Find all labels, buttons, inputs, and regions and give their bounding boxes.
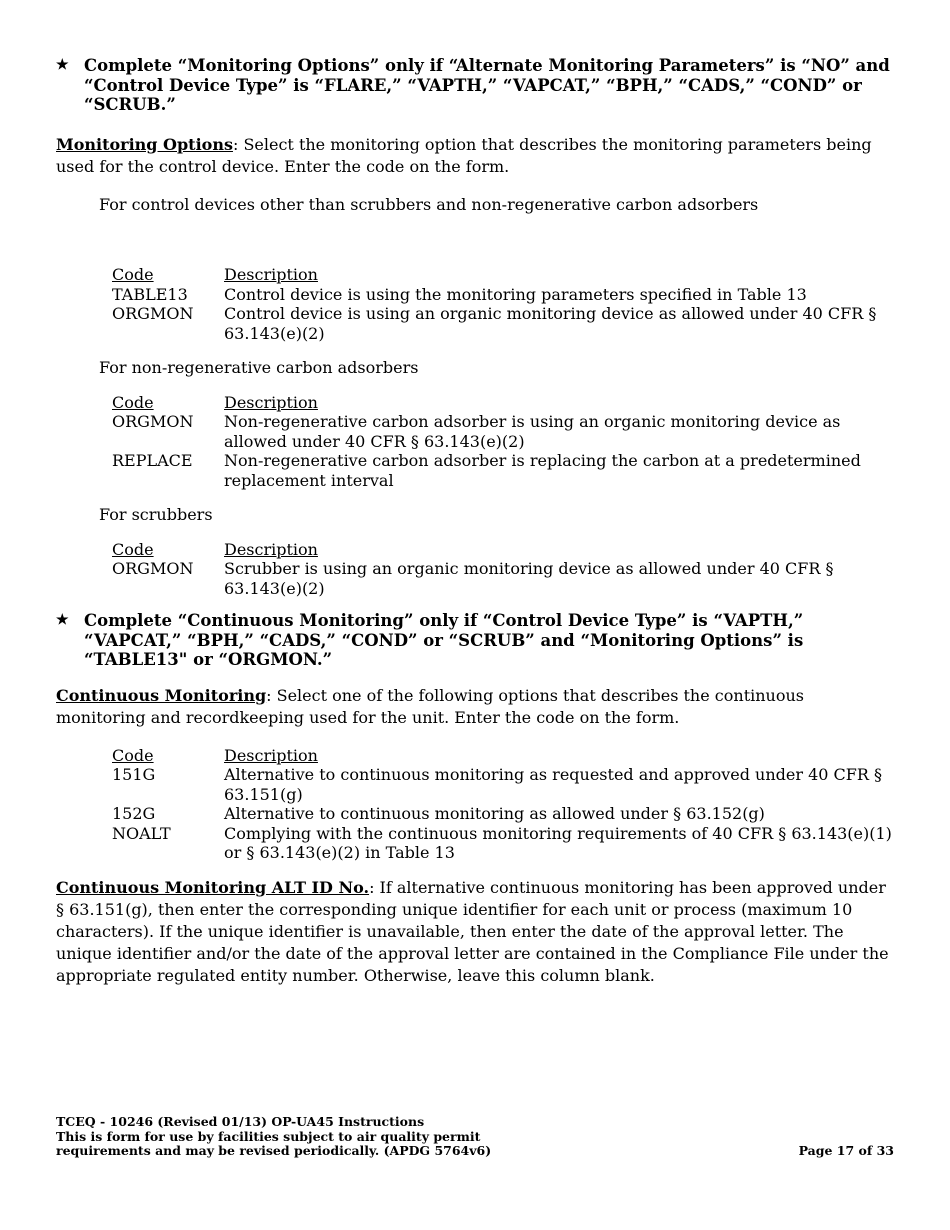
table-header-row [112, 393, 896, 413]
code-header: Code [112, 539, 154, 559]
table-header-row [112, 540, 896, 560]
code-table-continuous-monitoring [112, 746, 896, 863]
description-cell: Scrubber is using an organic monitoring device as allowed under 40 CFR § 63.143(e)(2) [224, 559, 834, 598]
monitoring-options-term: Monitoring Options [56, 134, 233, 154]
continuous-monitoring-description: : Select one of the following options that describes the continuous monitoring and recordkeeping used for the unit. Enter the code on the form. [56, 685, 804, 727]
code-cell: TABLE13 [112, 284, 188, 304]
footer-line: This is form for use by facilities subject to air quality permit [56, 1128, 481, 1144]
table-row [112, 304, 896, 343]
description-header: Description [224, 745, 318, 765]
monitoring-options-paragraph [56, 134, 896, 178]
instruction-text: Complete “Monitoring Options” only if “Alternate Monitoring Parameters” is “NO” and “Control Device Type” is “FLARE,” “VAPTH,” “VAPCAT,” “BPH,” “CADS,” “COND” or “SCRUB.” [84, 56, 890, 114]
code-table-other-devices [112, 265, 896, 343]
code-cell: 151G [112, 765, 156, 784]
table-row [112, 824, 896, 863]
description-cell: Alternative to continuous monitoring as requested and approved under 40 CFR § 63.151(g) [224, 765, 883, 804]
code-cell: REPLACE [112, 451, 193, 470]
monitoring-options-instruction [56, 56, 896, 115]
description-cell: Non-regenerative carbon adsorber is replacing the carbon at a predetermined replacement interval [224, 451, 861, 490]
code-cell: NOALT [112, 823, 171, 843]
table-row [112, 451, 896, 490]
group-heading-carbon-adsorbers: For non-regenerative carbon adsorbers [99, 358, 419, 377]
instruction-text: Complete “Continuous Monitoring” only if “Control Device Type” is “VAPTH,” “VAPCAT,” “BPH,” “CADS,” “COND” or “SCRUB” and “Monitoring Options” is “TABLE13" or “ORGMON.” [84, 611, 804, 669]
group-heading-scrubbers: For scrubbers [99, 505, 213, 524]
monitoring-options-description: : Select the monitoring option that describes the monitoring parameters being used for the control device. Enter the code on the form. [56, 134, 872, 176]
table-row [112, 765, 896, 804]
description-header: Description [224, 539, 318, 559]
page-number: Page 17 of 33 [798, 1143, 894, 1158]
description-header: Description [224, 265, 318, 284]
code-header: Code [112, 745, 154, 765]
description-cell: Alternative to continuous monitoring as allowed under § 63.152(g) [224, 804, 765, 823]
description-cell: Control device is using an organic monitoring device as allowed under 40 CFR § 63.143(e)(2) [224, 304, 877, 343]
table-row [112, 559, 896, 598]
star-bullet-icon: ★ [56, 612, 69, 628]
group-heading-other-devices: For control devices other than scrubbers and non-regenerative carbon adsorbers [99, 194, 759, 214]
alt-id-term: Continuous Monitoring ALT ID No. [56, 877, 370, 897]
table-row [112, 804, 896, 824]
description-cell: Non-regenerative carbon adsorber is using an organic monitoring device as allowed under 40 CFR § 63.143(e)(2) [224, 412, 841, 451]
code-header: Code [112, 265, 154, 284]
table-header-row [112, 746, 896, 766]
footer-form-info [56, 1115, 491, 1159]
code-cell: 152G [112, 804, 156, 823]
code-table-scrubbers [112, 540, 896, 599]
footer-line: requirements and may be revised periodically. (APDG 5764v6) [56, 1143, 492, 1158]
code-header: Code [112, 392, 154, 412]
table-row [112, 285, 896, 305]
description-header: Description [224, 392, 318, 412]
code-cell: ORGMON [112, 412, 194, 431]
alt-id-paragraph [56, 877, 896, 987]
continuous-monitoring-instruction [56, 611, 896, 670]
code-cell: ORGMON [112, 304, 194, 323]
document-page [56, 56, 896, 987]
table-row [112, 412, 896, 451]
description-cell: Control device is using the monitoring parameters specified in Table 13 [224, 284, 807, 304]
star-bullet-icon: ★ [56, 57, 69, 73]
code-table-carbon-adsorbers [112, 393, 896, 491]
footer-line: TCEQ - 10246 (Revised 01/13) OP-UA45 Instructions [56, 1114, 425, 1129]
continuous-monitoring-term: Continuous Monitoring [56, 685, 267, 705]
code-cell: ORGMON [112, 559, 194, 578]
continuous-monitoring-paragraph [56, 685, 896, 729]
description-cell: Complying with the continuous monitoring requirements of 40 CFR § 63.143(e)(1) or § 63.143(e)(2) in Table 13 [224, 823, 892, 862]
table-header-row [112, 265, 896, 285]
alt-id-description: : If alternative continuous monitoring has been approved under § 63.151(g), then enter the corresponding unique identifier for each unit or process (maximum 10 characters). If the unique identifier is unavailable, then enter the date of the approval letter. The unique identifier and/or the date of the approval letter are contained in the Compliance File under the appropriate regulated entity number. Otherwise, leave this column blank. [56, 877, 889, 985]
